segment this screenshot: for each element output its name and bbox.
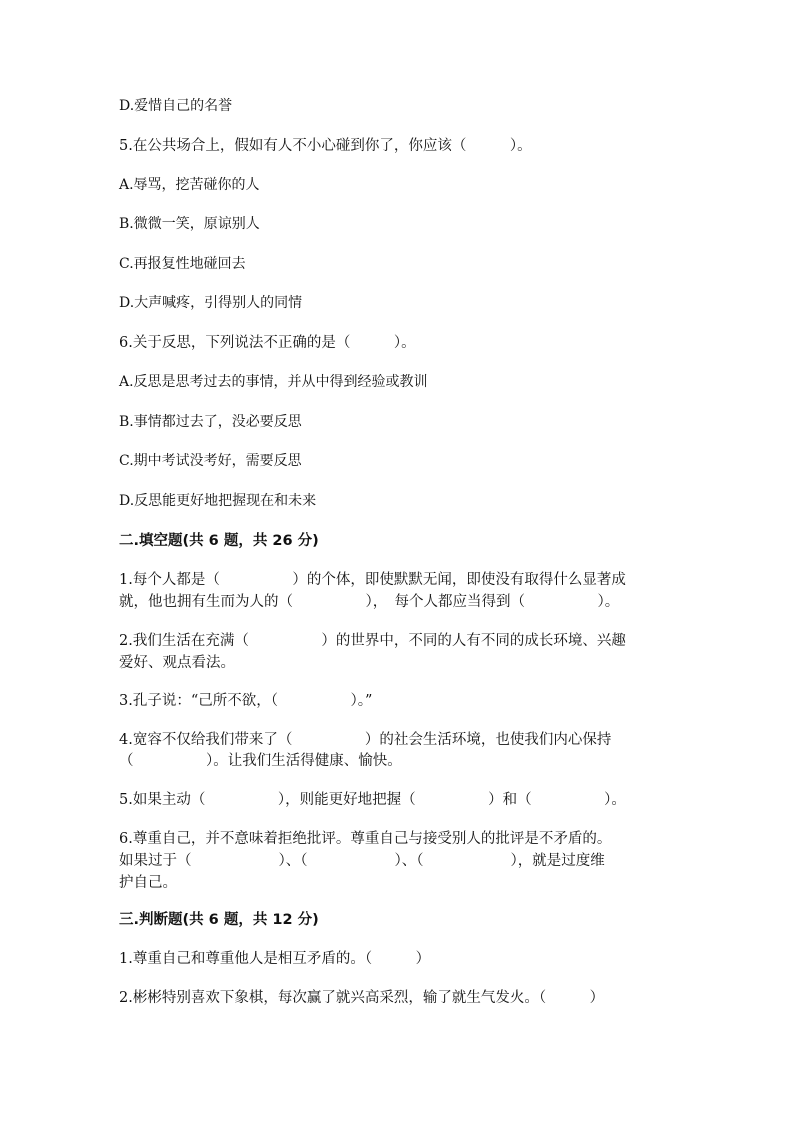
fill-blank-4-line-2: （ ）。让我们生活得健康、愉快。: [119, 753, 402, 769]
section-2-heading: 二.填空题(共 6 题，共 26 分): [119, 533, 319, 549]
fill-blank-2-line-2: 爱好、观点看法。: [119, 655, 235, 671]
q6-option-c: C.期中考试没考好，需要反思: [119, 453, 302, 469]
q5-option-d: D.大声喊疼，引得别人的同情: [119, 295, 303, 311]
fill-blank-2-line-1: 2.我们生活在充满（ ）的世界中，不同的人有不同的成长环境、兴趣: [119, 633, 626, 649]
q4-option-d: D.爱惜自己的名誉: [119, 98, 233, 114]
question-6-stem: 6.关于反思，下列说法不正确的是（ ）。: [119, 335, 416, 351]
question-5-stem: 5.在公共场合上，假如有人不小心碰到你了，你应该（ ）。: [119, 138, 532, 154]
fill-blank-6-line-2: 如果过于（ ）、（ ）、（ ），就是过度维: [119, 853, 605, 869]
q6-option-a: A.反思是思考过去的事情，并从中得到经验或教训: [119, 374, 428, 390]
fill-blank-5: 5.如果主动（ ），则能更好地把握（ ）和（ ）。: [119, 792, 626, 808]
fill-blank-6-line-3: 护自己。: [119, 875, 177, 891]
fill-blank-1-line-1: 1.每个人都是（ ）的个体，即使默默无闻，即使没有取得什么显著成: [119, 572, 626, 588]
q6-option-b: B.事情都过去了，没必要反思: [119, 414, 302, 430]
fill-blank-4-line-1: 4.宽容不仅给我们带来了（ ）的社会生活环境，也使我们内心保持: [119, 732, 612, 748]
fill-blank-3: 3.孔子说：“己所不欲，（ ）。”: [119, 693, 373, 709]
q5-option-b: B.微微一笑，原谅别人: [119, 216, 260, 232]
q6-option-d: D.反思能更好地把握现在和未来: [119, 493, 317, 509]
q5-option-a: A.辱骂，挖苦碰你的人: [119, 177, 260, 193]
section-3-heading: 三.判断题(共 6 题，共 12 分): [119, 912, 319, 928]
true-false-1: 1.尊重自己和尊重他人是相互矛盾的。（ ）: [119, 951, 431, 967]
fill-blank-6-line-1: 6.尊重自己，并不意味着拒绝批评。尊重自己与接受别人的批评是不矛盾的。: [119, 831, 612, 847]
fill-blank-1-line-2: 就，他也拥有生而为人的（ ）， 每个人都应当得到（ ）。: [119, 594, 620, 610]
true-false-2: 2.彬彬特别喜欢下象棋，每次赢了就兴高采烈，输了就生气发火。（ ）: [119, 990, 605, 1006]
q5-option-c: C.再报复性地碰回去: [119, 256, 246, 272]
